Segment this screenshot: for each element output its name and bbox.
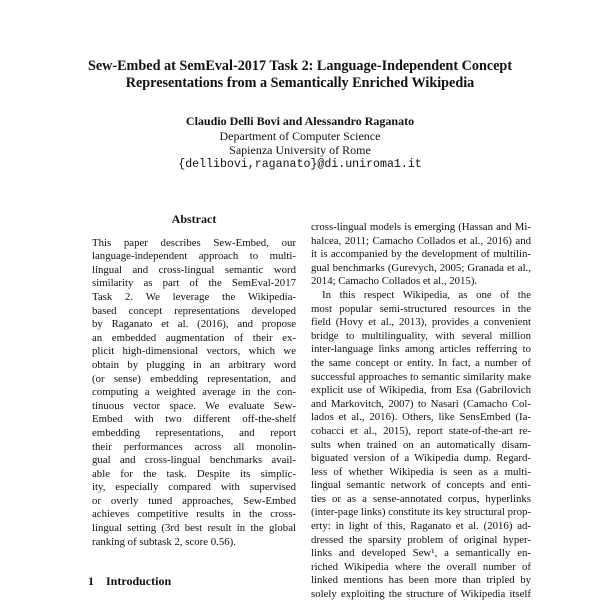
body-line: In this respect Wikipedia, as one of the: [322, 288, 531, 301]
abstract-line: ranking of subtask 2, score 0.56).: [92, 535, 236, 548]
body-line: most popular semi-structured resources in the: [311, 302, 531, 315]
abstract-line: Embed with two different off-the-shelf: [92, 413, 296, 426]
abstract-line: embedding representations, and report: [92, 426, 296, 439]
abstract-line: achieves competitive results in the cross-: [92, 508, 296, 521]
author-department: Department of Computer Science: [219, 128, 381, 143]
left-column: [88, 213, 300, 549]
paper-title: [40, 58, 560, 92]
body-line: it is accompanied by the development of multilin-: [311, 248, 531, 261]
body-line: biguated version of a Wikipedia dump. Regard-: [311, 452, 531, 465]
abstract-line: able for the task. Despite its simplic-: [92, 467, 296, 480]
body-line: explicit use of Wikipedia, from Esa (Gabrilovich: [311, 384, 531, 397]
body-line: links and developed Sew¹, a semantically en-: [311, 547, 531, 560]
abstract-line: computing a weighted average in the con-: [92, 386, 296, 399]
body-line: linked mentions has been more than tripled by: [311, 574, 531, 587]
right-column: [311, 221, 531, 602]
section-number: 1: [88, 574, 94, 588]
body-line: successful approaches to semantic similarity make: [311, 370, 531, 383]
abstract-line: ity, especially compared with supervised: [92, 481, 296, 494]
body-line: ties or as a sense-annotated corpus, hyperlinks: [311, 492, 531, 505]
abstract-line: based concept representations developed: [92, 304, 296, 317]
abstract-line: (or sense) embedding representation, and: [92, 372, 296, 385]
body-line: lados et al., 2016). Others, like SensEmbed (Ia-: [311, 411, 531, 424]
abstract-body: [88, 237, 300, 550]
title-line-2: Representations from a Semantically Enriched Wikipedia: [125, 75, 475, 91]
abstract-line: This paper describes Sew-Embed, our: [92, 236, 296, 249]
abstract-line: gual and cross-lingual benchmarks avail-: [92, 454, 296, 467]
abstract-line: tinuous vector space. We evaluate Sew-: [92, 399, 296, 412]
body-line: bridge to multilinguality, with several million: [311, 329, 531, 342]
author-names: Claudio Delli Bovi and Alessandro Raganato: [185, 114, 415, 128]
body-line: (inter-page links) constitute its key structural prop-: [311, 506, 531, 519]
body-line: inter-language links among articles refferring to: [311, 343, 531, 356]
abstract-line: or overly tuned approaches, Sew-Embed: [92, 494, 296, 507]
abstract-heading: Abstract: [171, 212, 217, 226]
section-title: Introduction: [106, 574, 172, 588]
abstract-line: obtain by plugging in an arbitrary word: [92, 358, 296, 371]
body-line: less of whether Wikipedia is seen as a multi-: [311, 465, 531, 478]
body-line: halcea, 2011; Camacho Collados et al., 2016) and: [311, 234, 531, 247]
body-line: riched Wikipedia where the overall number of: [311, 560, 531, 573]
abstract-line: lingual setting (3rd best result in the global: [92, 522, 296, 535]
abstract-line: plicit high-dimensional vectors, which we: [92, 345, 296, 358]
abstract-line: an embedded augmentation of their ex-: [92, 331, 296, 344]
body-line: sults when trained on an automatically disam-: [311, 438, 531, 451]
body-line: erty: in light of this, Raganato et al. (2016) ad-: [311, 520, 531, 533]
abstract-line: similarity as part of the SemEval-2017: [92, 277, 296, 290]
body-line: dressed the sparsity problem of original hyper-: [311, 533, 531, 546]
section-heading-introduction: [88, 574, 171, 589]
body-line: the same concept or entity. In fact, a number of: [311, 356, 531, 369]
body-line: gual benchmarks (Gurevych, 2005; Granada et al.,: [311, 261, 531, 274]
abstract-line: language-independent approach to multi-: [92, 250, 296, 263]
body-line: 2014; Camacho Collados et al., 2015).: [311, 275, 478, 288]
body-line: and Markovitch, 2007) to Nasari (Camacho Col-: [311, 397, 531, 410]
author-emails: {dellibovi,raganato}@di.uniroma1.it: [178, 157, 422, 171]
body-line: solely exploiting the structure of Wikipedia itself: [311, 588, 531, 601]
title-line-1: Sew-Embed at SemEval-2017 Task 2: Language-Independent Concept: [87, 58, 513, 74]
body-line: cross-lingual models is emerging (Hassan and Mi-: [311, 221, 531, 233]
body-line: field (Hovy et al., 2013), provides a convenient: [311, 316, 531, 329]
abstract-line: lingual and cross-lingual semantic word: [92, 263, 296, 276]
abstract-line: by Raganato et al. (2016), and propose: [92, 318, 296, 331]
body-line: cobacci et al., 2015), report state-of-the-art re-: [311, 424, 531, 437]
body-line: lingual semantic network of concepts and enti-: [311, 479, 531, 492]
author-university: Sapienza University of Rome: [229, 143, 371, 157]
abstract-line: their performances across all monolin-: [92, 440, 296, 453]
author-block: [0, 114, 600, 172]
abstract-line: Task 2. We leverage the Wikipedia-: [92, 290, 296, 303]
